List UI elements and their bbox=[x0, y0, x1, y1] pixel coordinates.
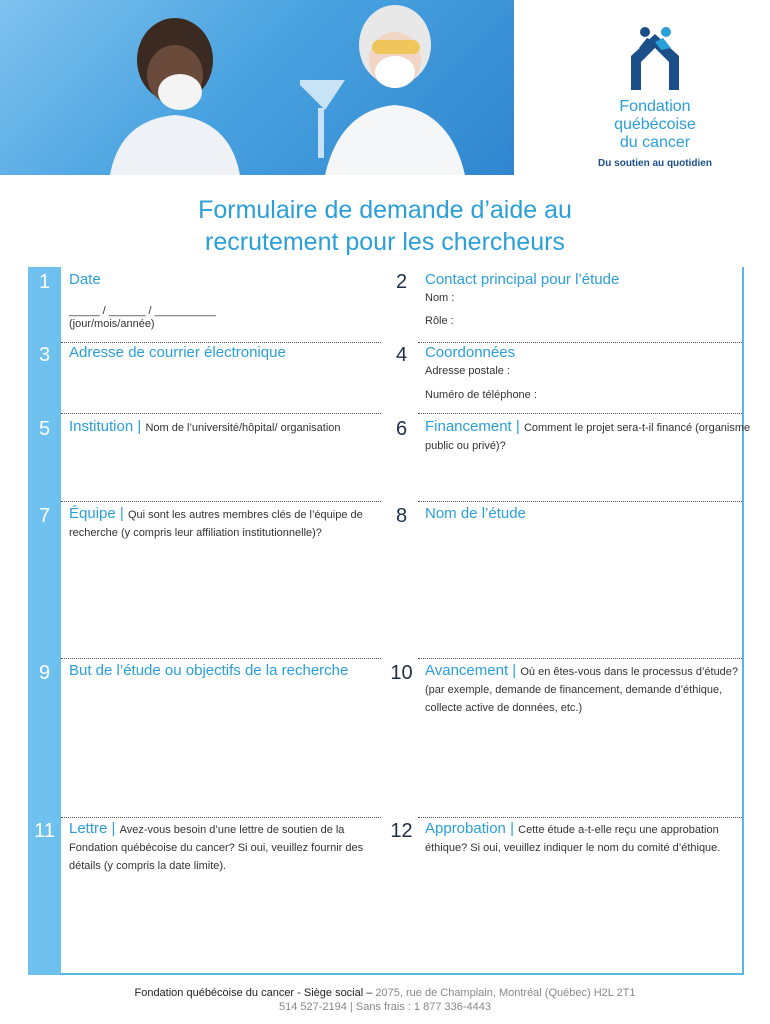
section-number: 10 bbox=[390, 662, 413, 684]
section-number-band bbox=[28, 267, 61, 975]
postal-address-label: Adresse postale : bbox=[425, 365, 510, 377]
heading-separator: | bbox=[107, 820, 120, 837]
footer-org: Fondation québécoise du cancer - Siège social bbox=[134, 987, 364, 999]
page-title: Formulaire de demande d’aide au recrutement pour les chercheurs bbox=[198, 196, 572, 256]
date-format-hint: (jour/mois/année) bbox=[69, 318, 155, 330]
section-description: Avez-vous besoin d’une lettre de soutien de la Fondation québécoise du cancer? Si oui, veuillez fournir des détails (y compris la date limite). bbox=[69, 824, 364, 872]
section-description: Nom de l’université/hôpital/ organisation bbox=[145, 422, 341, 434]
footer-divider: | bbox=[346, 1001, 356, 1013]
house-people-icon bbox=[625, 24, 685, 92]
heading-separator: | bbox=[511, 418, 524, 435]
tagline: Du soutien au quotidien bbox=[598, 158, 712, 169]
section-heading: Avancement bbox=[425, 662, 509, 679]
foundation-logo bbox=[580, 24, 730, 179]
section-heading: Adresse de courrier électronique bbox=[69, 344, 286, 361]
section-number: 7 bbox=[38, 505, 51, 527]
footer-dash: – bbox=[363, 987, 376, 999]
section-heading: Institution bbox=[69, 418, 134, 435]
section-number: 9 bbox=[38, 662, 51, 684]
section-heading: Coordonnées bbox=[425, 344, 516, 361]
org-name: Fondation québécoise du cancer bbox=[614, 98, 696, 151]
section-description: Où en êtes-vous dans le processus d’étude? (par exemple, demande de financement, demande d’éthique, collecte active de données, etc.) bbox=[425, 666, 739, 714]
section-number: 3 bbox=[38, 344, 51, 366]
footer-tollfree: Sans frais : 1 877 336-4443 bbox=[355, 1001, 492, 1013]
section-heading: Date bbox=[69, 271, 101, 288]
divider bbox=[418, 817, 742, 818]
section-heading: Financement bbox=[425, 418, 512, 435]
section-heading: Équipe bbox=[69, 505, 116, 522]
heading-separator: | bbox=[508, 662, 521, 679]
section-number: 2 bbox=[395, 271, 408, 293]
section-number: 1 bbox=[38, 271, 51, 293]
name-field-label: Nom : bbox=[425, 292, 455, 304]
header-photo bbox=[0, 0, 514, 175]
phone-number-label: Numéro de téléphone : bbox=[425, 389, 537, 401]
divider bbox=[61, 413, 381, 414]
heading-separator: | bbox=[133, 418, 146, 435]
divider bbox=[418, 501, 742, 502]
section-number: 5 bbox=[38, 418, 51, 440]
divider bbox=[418, 413, 742, 414]
divider bbox=[61, 817, 381, 818]
date-input-line[interactable]: _____ / ______ / __________ bbox=[69, 305, 216, 317]
section-description: Comment le projet sera-t-il financé (organisme public ou privé)? bbox=[425, 422, 751, 452]
divider bbox=[61, 658, 381, 659]
role-field-label: Rôle : bbox=[425, 315, 454, 327]
divider bbox=[61, 342, 381, 343]
section-number: 12 bbox=[390, 820, 413, 842]
section-heading: But de l’étude ou objectifs de la recherche bbox=[69, 662, 349, 679]
section-heading: Lettre bbox=[69, 820, 108, 837]
footer-address: 2075, rue de Champlain, Montréal (Québec) H2L 2T1 bbox=[375, 987, 636, 999]
divider bbox=[61, 501, 381, 502]
footer-phone: 514 527-2194 bbox=[278, 1001, 347, 1013]
researcher-illustration-left bbox=[90, 0, 260, 175]
section-heading: Nom de l’étude bbox=[425, 505, 526, 522]
section-description: Cette étude a-t-elle reçu une approbation éthique? Si oui, veuillez indiquer le nom du comité d’éthique. bbox=[425, 824, 721, 854]
heading-separator: | bbox=[115, 505, 128, 522]
section-number: 11 bbox=[34, 820, 55, 842]
section-heading: Contact principal pour l’étude bbox=[425, 271, 620, 288]
heading-separator: | bbox=[505, 820, 519, 837]
section-heading: Approbation bbox=[425, 820, 506, 837]
section-description: Qui sont les autres membres clés de l’équipe de recherche (y compris leur affiliation institutionnelle)? bbox=[69, 509, 363, 539]
divider bbox=[418, 658, 742, 659]
section-number: 6 bbox=[395, 418, 408, 440]
researcher-illustration-right bbox=[300, 0, 470, 175]
page-footer bbox=[0, 986, 770, 1014]
section-number: 4 bbox=[395, 344, 408, 366]
divider bbox=[418, 342, 742, 343]
section-number: 8 bbox=[395, 505, 408, 527]
